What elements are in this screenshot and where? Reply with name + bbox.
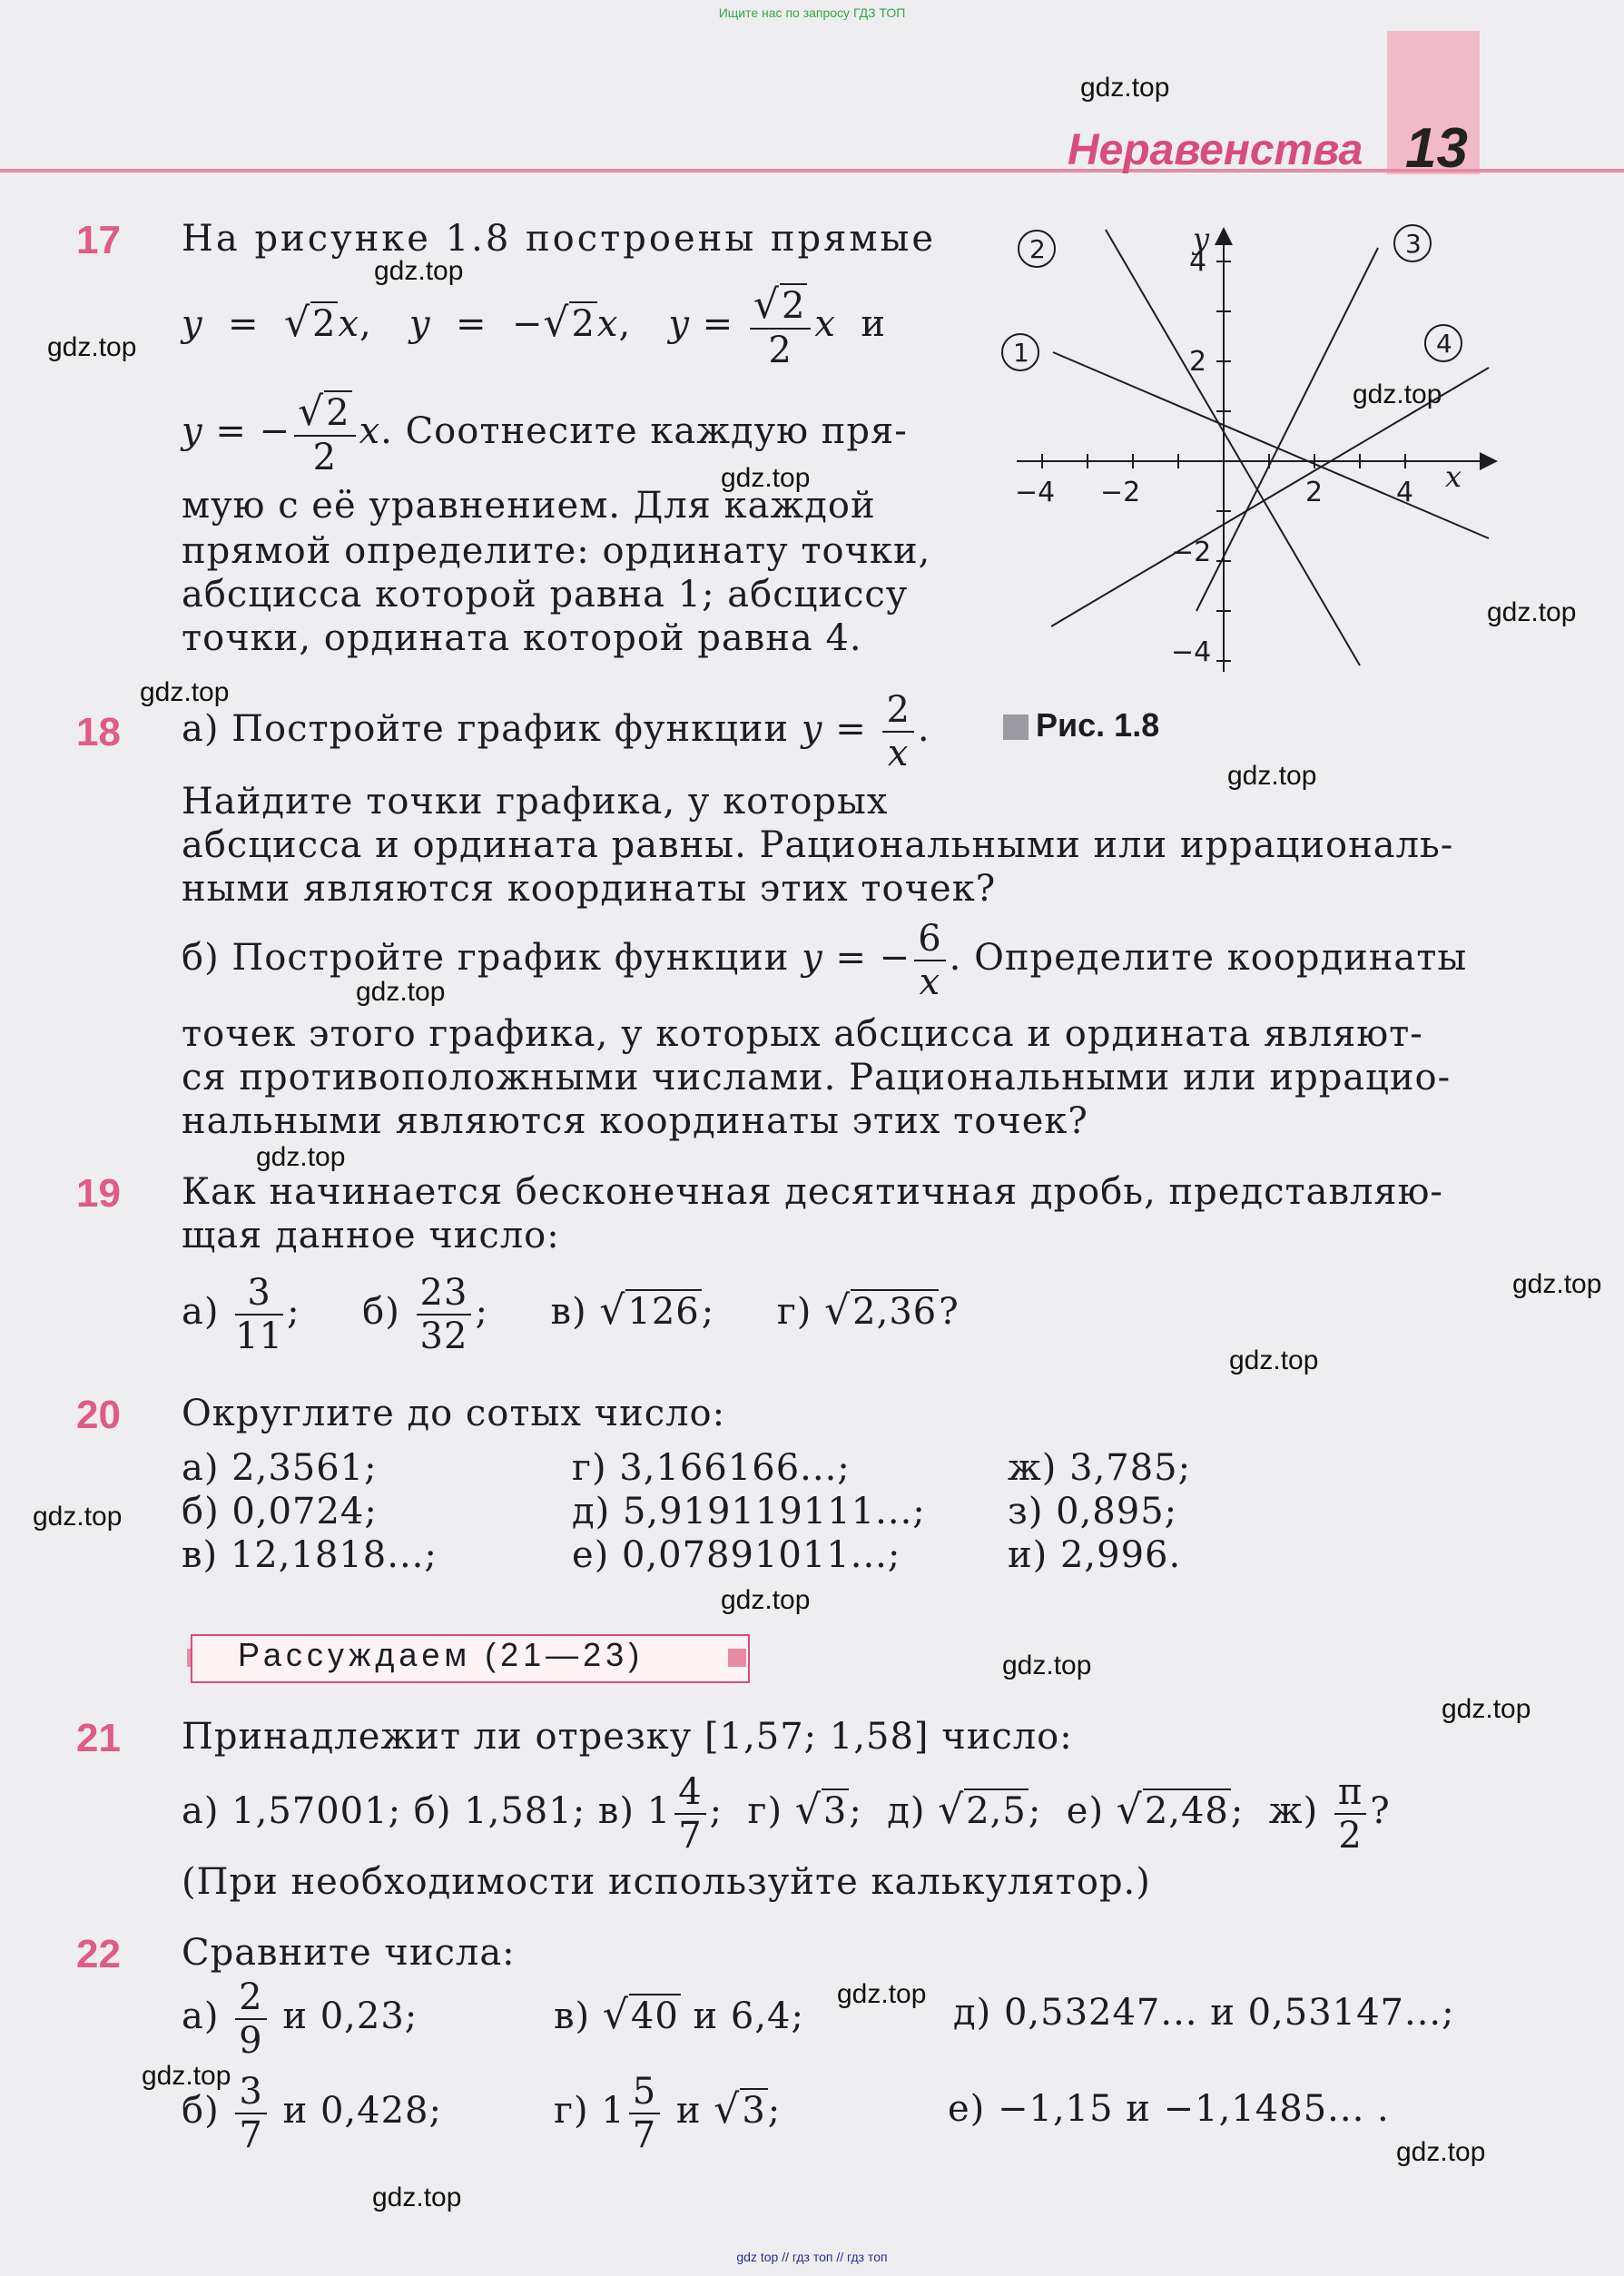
problem-text: б) Постройте график функции y = − $\frac{6}{x}$ . Определите координаты (182, 918, 1468, 1003)
conj-and: и (861, 303, 887, 345)
problem-number: 20 (76, 1393, 121, 1437)
problem-number: 18 (76, 710, 121, 754)
line-neg-half-sqrt2 (1053, 352, 1489, 538)
graph-lines (1051, 230, 1489, 665)
problem-text: . Соотнесите каждую пря- (380, 410, 908, 452)
line-marker-label: 2 (1029, 234, 1046, 264)
problem-text: Сравните числа: (182, 1932, 516, 1974)
problem-number: 19 (76, 1171, 121, 1216)
y-tick-label: −4 (1171, 636, 1212, 668)
equation-line: y = √2x, y = −√2x, y = $\frac{√2}{2}$ x и (182, 281, 887, 371)
watermark: gdz.top (1353, 379, 1442, 409)
problem-text: точки, ордината которой равна 4. (182, 617, 862, 659)
header-rule (0, 169, 1624, 172)
problem-text: абсцисса и ордината равны. Рациональными или иррациональ- (182, 824, 1454, 866)
problem-note: (При необходимости используйте калькулятор.) (182, 1861, 1151, 1903)
y-axis-label: y (1193, 222, 1210, 256)
watermark: gdz.top (721, 463, 811, 493)
answer-item: е) 0,07891011...; (572, 1534, 901, 1576)
answer-options: а) $\frac{3}{11}$ ; б) $\frac{23}{32}$ ; в) √126; г) √2,36? (182, 1272, 960, 1357)
page-number: 13 (1405, 117, 1468, 180)
y-tick-label: −2 (1171, 537, 1212, 568)
problem-text: щая данное число: (182, 1215, 560, 1256)
answer-item: з) 0,895; (1008, 1491, 1178, 1532)
problem-text: прямой определите: ординату точки, (182, 530, 931, 572)
problem-text: Принадлежит ли отрезку [1,57; 1,58] число: (182, 1716, 1073, 1758)
problem-text: ными являются координаты этих точек? (182, 868, 997, 910)
banner-marker (728, 1649, 746, 1667)
x-tick-label: 4 (1396, 477, 1414, 508)
equation-line: y = − $\frac{√2}{2}$ x. Соотнесите каждую пря- (182, 389, 908, 478)
y-tick-label: 4 (1189, 246, 1207, 278)
x-axis-label: x (1445, 459, 1462, 494)
watermark: gdz.top (33, 1502, 123, 1532)
watermark: gdz.top (140, 677, 230, 707)
watermark: gdz.top (1487, 597, 1577, 627)
line-marker-label: 3 (1405, 229, 1422, 259)
answer-options: а) 1,57001; б) 1,581; в) 1 $\frac{4}{7}$ ; г) √3; д) √2,5; е) √2,48; ж) $\frac{\pi}{2}$ ? (182, 1771, 1391, 1857)
problem-text: точек этого графика, у которых абсцисса и ордината являют- (182, 1013, 1423, 1055)
problem-text: нальными являются координаты этих точек? (182, 1100, 1088, 1142)
watermark: gdz.top (1227, 761, 1317, 791)
watermark: gdz.top (1512, 1269, 1602, 1299)
answer-item: г) 3,166166...; (572, 1447, 851, 1489)
line-marker-label: 4 (1436, 329, 1452, 359)
answer-item: д) 0,53247... и 0,53147...; (953, 1992, 1455, 2034)
answer-item: д) 5,919119111...; (572, 1491, 926, 1532)
watermark: gdz.top (256, 1142, 346, 1172)
problem-text: Округлите до сотых число: (182, 1393, 726, 1434)
answer-item: в) 12,1818...; (182, 1534, 438, 1576)
problem-text: а) Постройте график функции y = $\frac{2}{x}$ . (182, 689, 930, 774)
watermark: gdz.top (372, 2182, 462, 2212)
problem-number: 22 (76, 1932, 121, 1976)
x-tick-label: −2 (1100, 477, 1141, 508)
answer-item: а) $\frac{2}{9}$ и 0,23; (182, 1976, 418, 2062)
watermark: gdz.top (1442, 1694, 1531, 1724)
watermark: gdz.top (1080, 73, 1170, 103)
answer-item: и) 2,996. (1008, 1534, 1182, 1576)
problem-text: На рисунке 1.8 построены прямые (182, 218, 936, 260)
x-tick-label: −4 (1015, 477, 1056, 508)
watermark: gdz.top (837, 1979, 927, 2009)
problem-text: абсцисса которой равна 1; абсциссу (182, 574, 909, 616)
answer-item: а) 2,3561; (182, 1447, 378, 1489)
line-marker-label: 1 (1013, 338, 1029, 368)
watermark: gdz.top (47, 332, 137, 362)
problem-text: Как начинается бесконечная десятичная дробь, представляю- (182, 1171, 1443, 1213)
answer-item: б) $\frac{3}{7}$ и 0,428; (182, 2071, 442, 2156)
watermark: gdz.top (721, 1585, 811, 1615)
watermark: gdz.top (356, 977, 446, 1007)
watermark: gdz.top (1229, 1345, 1319, 1375)
problem-number: 17 (76, 218, 121, 262)
figure-caption: Рис. 1.8 (1003, 706, 1159, 744)
caption-square-icon (1003, 714, 1029, 740)
figure-graph (999, 218, 1507, 690)
watermark: gdz.top (1396, 2137, 1486, 2167)
problem-text: ся противоположными числами. Рациональными или иррацио- (182, 1057, 1452, 1099)
section-title: Неравенства (1068, 126, 1363, 174)
problem-number: 21 (76, 1716, 121, 1760)
answer-item: ж) 3,785; (1008, 1447, 1192, 1489)
x-tick-label: 2 (1305, 477, 1324, 508)
answer-item: в) √40 и 6,4; (554, 1992, 804, 2038)
watermark: gdz.top (374, 256, 464, 286)
y-tick-label: 2 (1189, 346, 1207, 378)
answer-item: г) 1 $\frac{5}{7}$ и √3; (554, 2071, 782, 2156)
answer-item: б) 0,0724; (182, 1491, 378, 1532)
problem-text: мую с её уравнением. Для каждой (182, 485, 876, 527)
watermark: gdz.top (1002, 1650, 1092, 1680)
answer-item: е) −1,15 и −1,1485... . (948, 2088, 1390, 2130)
top-note: Ищите нас по запросу ГДЗ ТОП (718, 5, 906, 20)
watermark: gdz.top (142, 2061, 231, 2091)
problem-text: Найдите точки графика, у которых (182, 781, 889, 823)
bottom-note: gdz top // гдз топ // гдз топ (736, 2250, 888, 2264)
line-neg-sqrt2 (1106, 230, 1360, 665)
banner-text: Рассуждаем (21—23) (238, 1636, 645, 1673)
